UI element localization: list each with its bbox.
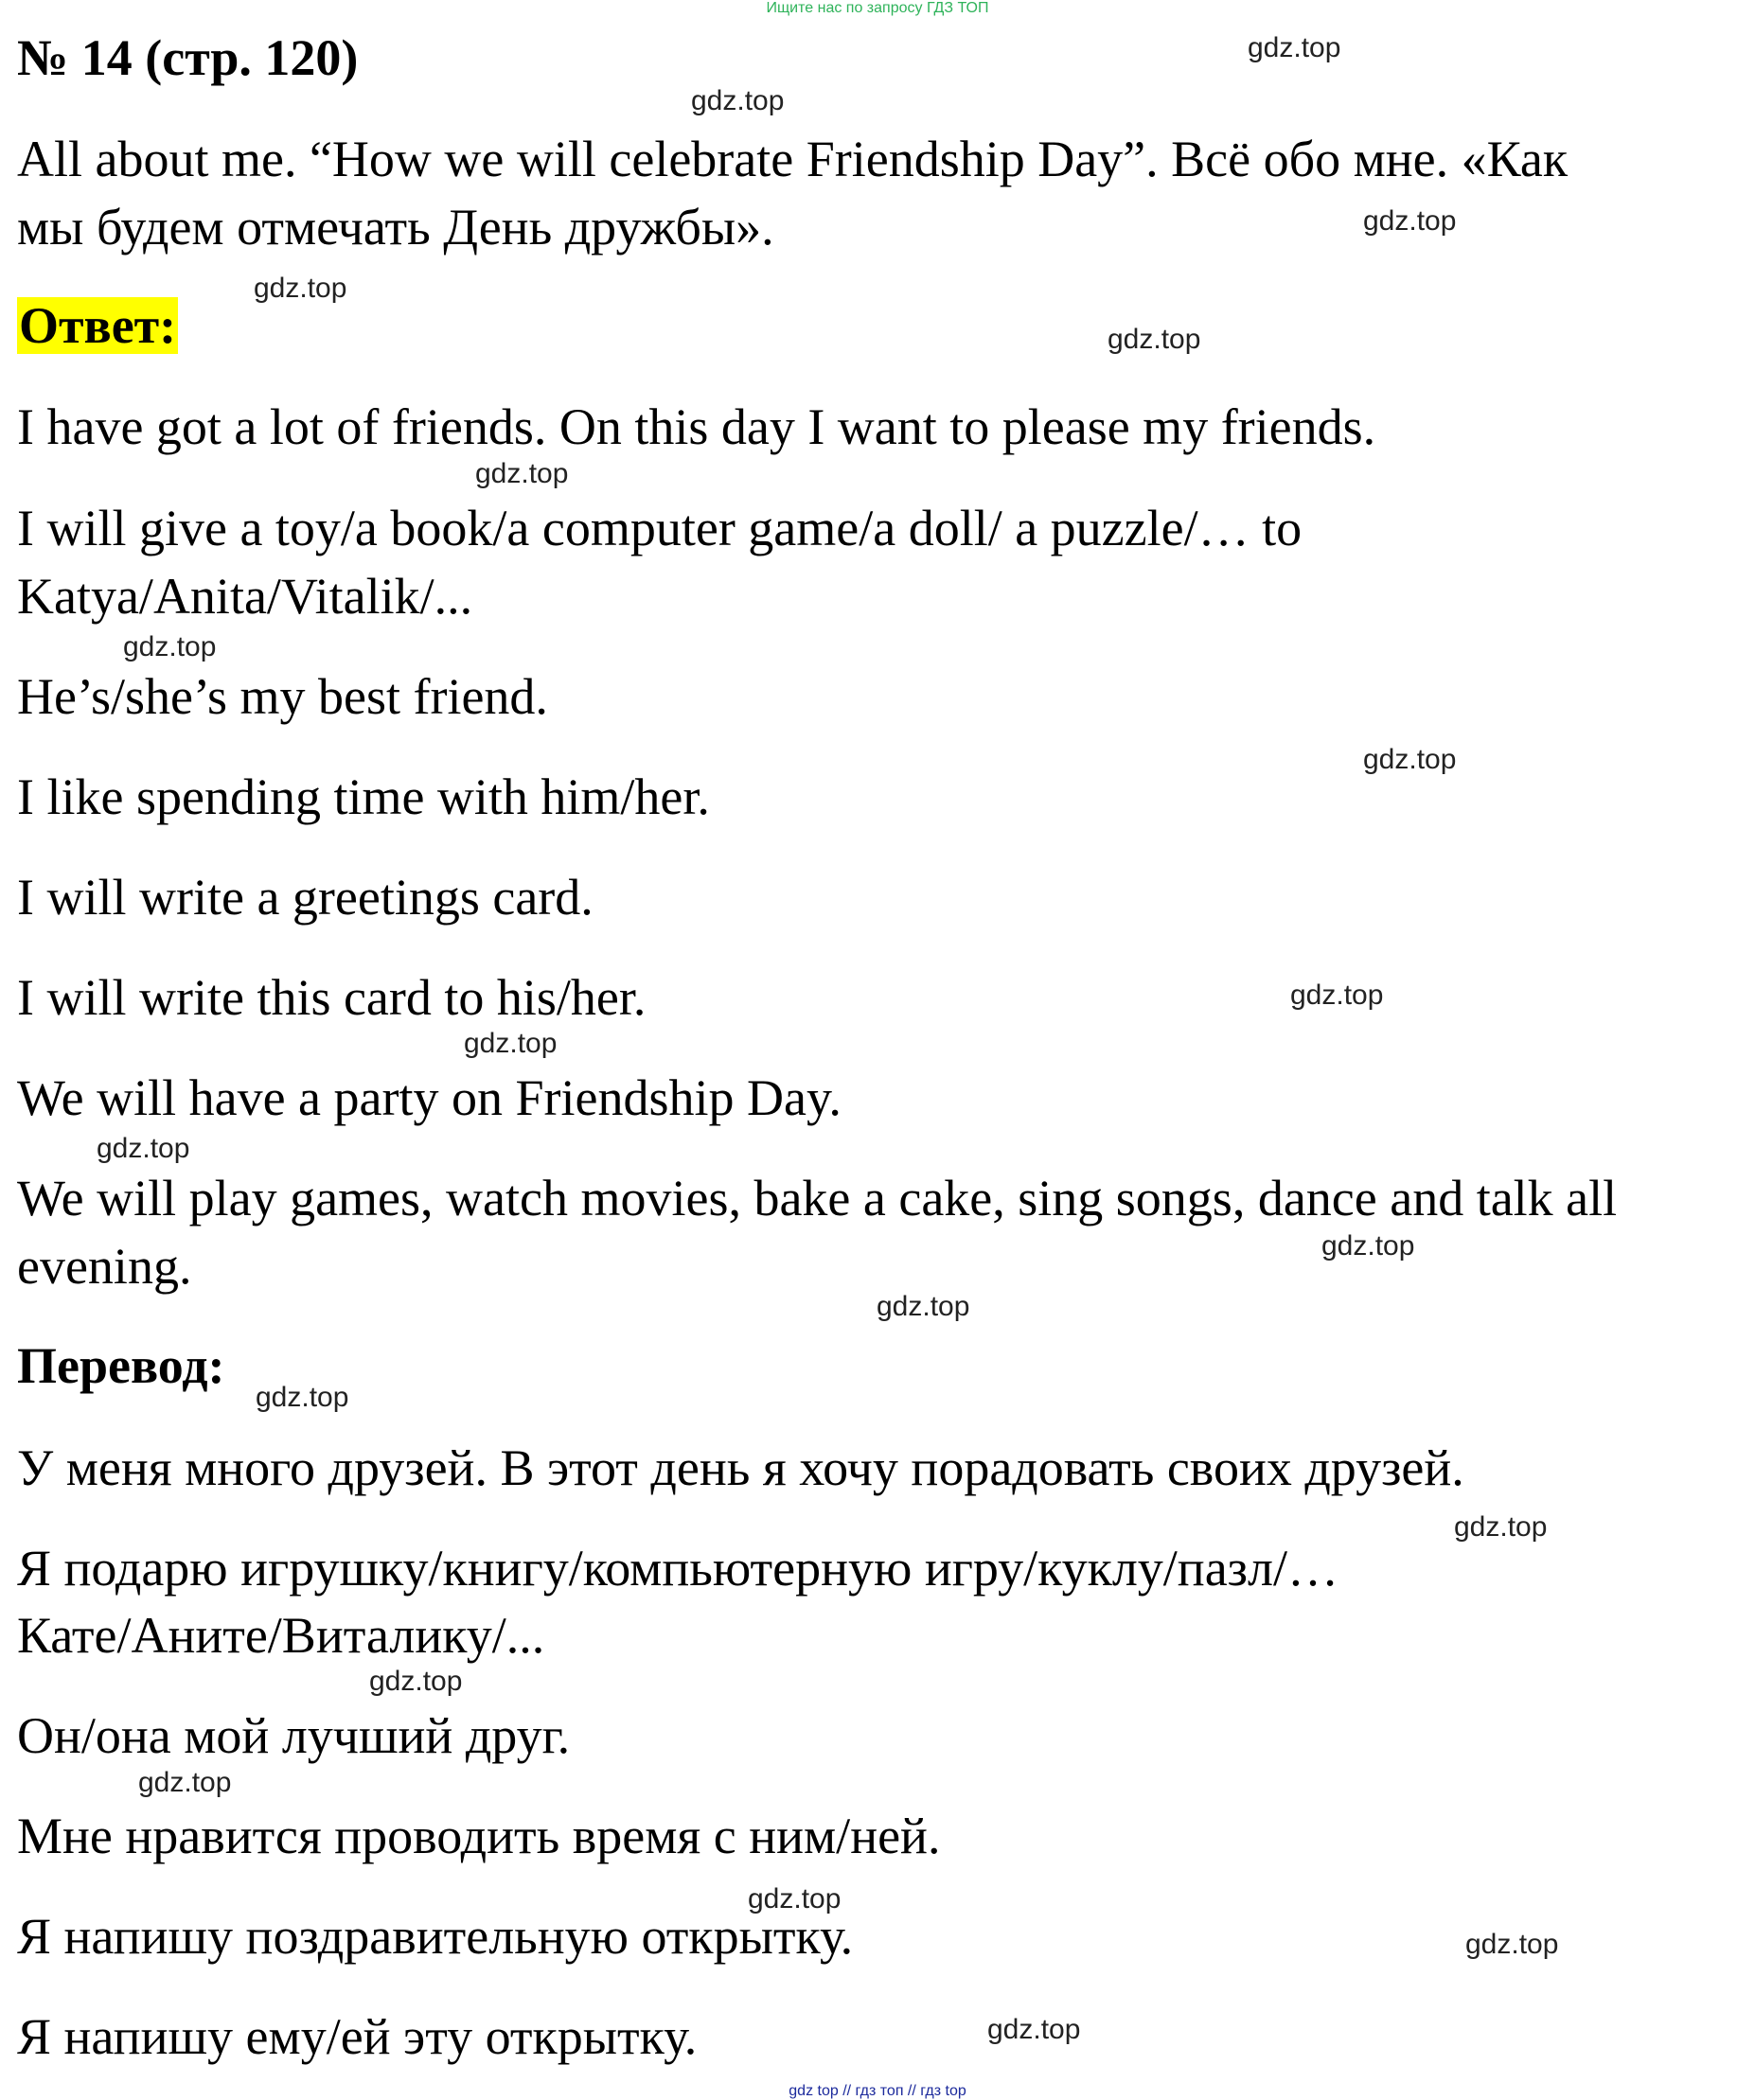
translation-line: Он/она мой лучший друг. <box>17 1707 571 1764</box>
task-line: мы будем отмечать День дружбы». <box>17 199 774 256</box>
watermark: gdz.top <box>475 458 569 489</box>
watermark: gdz.top <box>1454 1511 1548 1543</box>
watermark: gdz.top <box>1465 1929 1559 1960</box>
answer-line: I like spending time with him/her. <box>17 768 710 825</box>
answer-line: We will have a party on Friendship Day. <box>17 1069 842 1126</box>
watermark: gdz.top <box>987 2014 1081 2045</box>
answer-line: I will give a toy/a book/a computer game/a doll/ a puzzle/… to <box>17 500 1303 556</box>
translation-line: Кате/Аните/Виталику/... <box>17 1607 545 1664</box>
watermark: gdz.top <box>1363 744 1457 775</box>
answer-line: We will play games, watch movies, bake a cake, sing songs, dance and talk all <box>17 1170 1618 1226</box>
task-line: All about me. “How we will celebrate Friendship Day”. Всё обо мне. «Как <box>17 131 1569 187</box>
watermark: gdz.top <box>1321 1230 1415 1262</box>
answer-line: Katya/Anita/Vitalik/... <box>17 568 473 625</box>
watermark: gdz.top <box>464 1028 558 1059</box>
answer-line: I will write a greetings card. <box>17 869 594 926</box>
answer-line: I will write this card to his/her. <box>17 969 647 1026</box>
translation-heading: Перевод: <box>17 1337 225 1394</box>
watermark: gdz.top <box>97 1133 190 1164</box>
answer-line: I have got a lot of friends. On this day I want to please my friends. <box>17 398 1376 455</box>
translation-line: Я напишу ему/ей эту открытку. <box>17 2008 698 2065</box>
answer-line: He’s/she’s my best friend. <box>17 668 548 725</box>
watermark: gdz.top <box>1248 32 1341 63</box>
watermark: gdz.top <box>369 1666 463 1697</box>
watermark: gdz.top <box>256 1382 349 1413</box>
translation-line: Мне нравится проводить время с ним/ней. <box>17 1808 941 1864</box>
watermark: gdz.top <box>1108 324 1201 355</box>
watermark: gdz.top <box>1363 205 1457 237</box>
watermark: gdz.top <box>1290 979 1384 1011</box>
top-banner: Ищите нас по запросу ГДЗ ТОП <box>766 0 989 16</box>
watermark: gdz.top <box>123 631 217 662</box>
translation-line: Я подарю игрушку/книгу/компьютерную игру/куклу/пазл/… <box>17 1540 1338 1597</box>
translation-line: Я напишу поздравительную открытку. <box>17 1908 854 1965</box>
watermark: gdz.top <box>254 273 347 304</box>
watermark: gdz.top <box>691 85 785 116</box>
watermark: gdz.top <box>138 1767 232 1798</box>
page-title: № 14 (стр. 120) <box>17 29 359 86</box>
watermark: gdz.top <box>748 1883 842 1915</box>
translation-line: У меня много друзей. В этот день я хочу порадовать своих друзей. <box>17 1439 1464 1496</box>
answer-heading <box>17 297 178 354</box>
answer-heading-label: Ответ: <box>19 297 177 354</box>
answer-line: evening. <box>17 1238 192 1295</box>
watermark: gdz.top <box>877 1291 970 1322</box>
footer-watermark: gdz top // гдз топ // гдз top <box>789 2083 966 2099</box>
